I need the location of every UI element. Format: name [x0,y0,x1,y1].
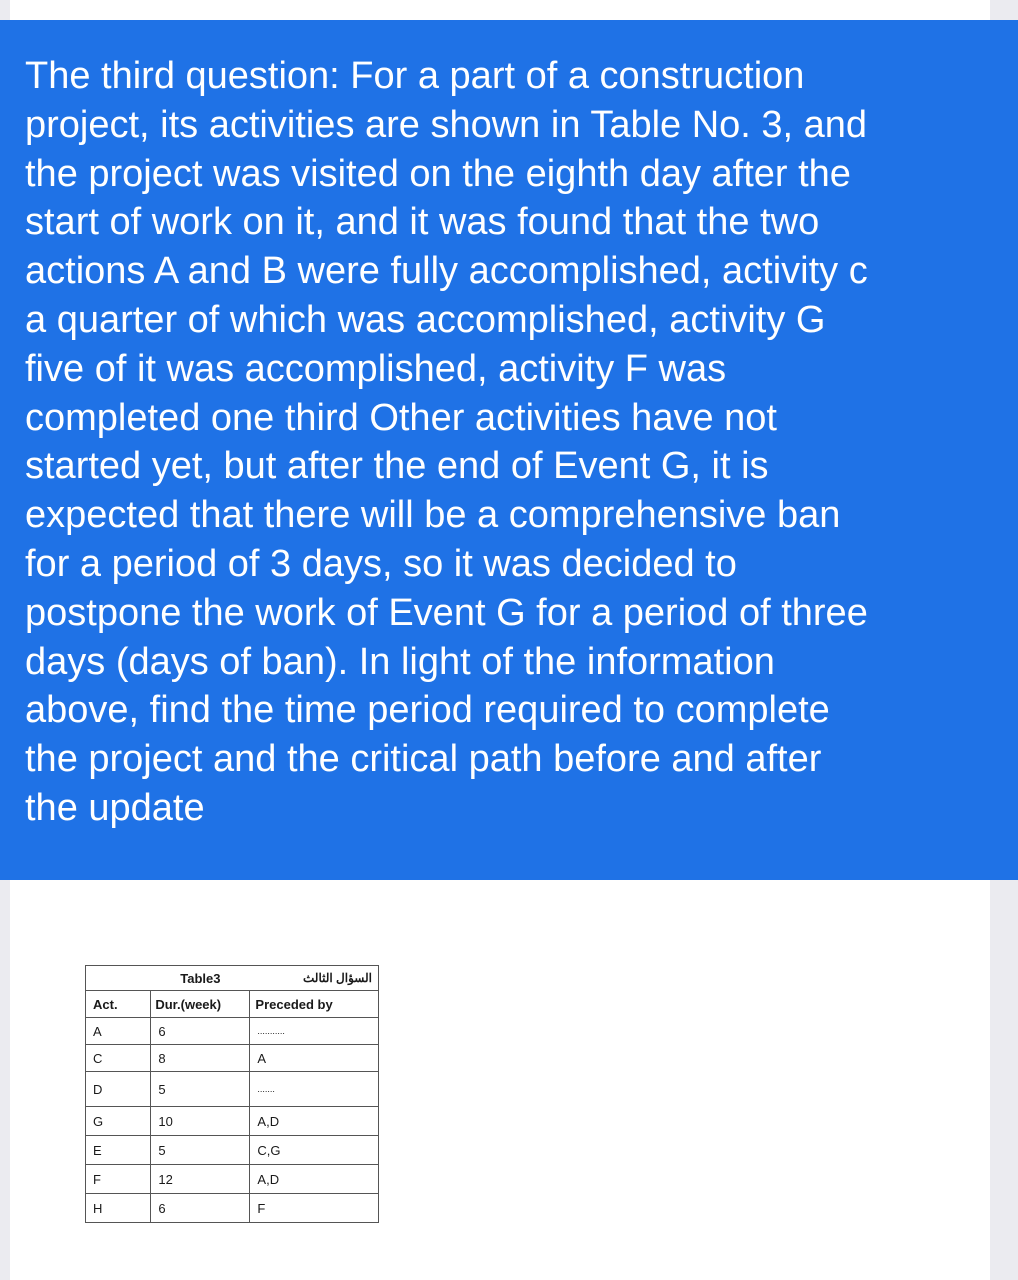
activity-table [85,965,379,1223]
header-activity: Act. [86,991,151,1018]
table-image [85,965,379,1223]
cell-preceded-by: ........... [250,1018,379,1045]
table-row [86,1018,379,1045]
table-arabic-title: السؤال الثالث [250,966,379,991]
cell-duration: 5 [151,1136,250,1165]
cell-duration: 12 [151,1165,250,1194]
header-duration: Dur.(week) [151,991,250,1018]
table-title: Table3 [151,966,250,991]
cell-activity: G [86,1107,151,1136]
cell-duration: 8 [151,1045,250,1072]
cell-activity: D [86,1072,151,1107]
question-text: The third question: For a part of a construction project, its activities are shown in Table No. 3, and the project was visited on the eighth day after the start of work on it, and it was found that the two actions A and B were fully accomplished, activity c a quarter of which was accomplished, activity G five of it was accomplished, activity F was completed one third Other activities have not started yet, but after the end of Event G, it is expected that there will be a comprehensive ban for a period of 3 days, so it was decided to postpone the work of Event G for a period of three days (days of ban). In light of the information above, find the time period required to complete the project and the critical path before and after the update [25,55,868,829]
table-caption-row [86,966,379,991]
table-header-row [86,991,379,1018]
cell-preceded-by: A [250,1045,379,1072]
header-preceded-by: Preceded by [250,991,379,1018]
cell-duration: 6 [151,1018,250,1045]
cell-activity: C [86,1045,151,1072]
table-row [86,1045,379,1072]
top-strip [0,0,1018,20]
cell-activity: A [86,1018,151,1045]
cell-activity: F [86,1165,151,1194]
cell-duration: 6 [151,1194,250,1223]
cell-activity: E [86,1136,151,1165]
table-row [86,1165,379,1194]
cell-preceded-by: F [250,1194,379,1223]
table-row [86,1194,379,1223]
caption-empty-cell [86,966,151,991]
table-row [86,1072,379,1107]
cell-duration: 10 [151,1107,250,1136]
top-panel-edge [10,0,990,20]
cell-preceded-by: A,D [250,1107,379,1136]
cell-preceded-by: A,D [250,1165,379,1194]
cell-duration: 5 [151,1072,250,1107]
cell-preceded-by: ....... [250,1072,379,1107]
table-row [86,1107,379,1136]
cell-activity: H [86,1194,151,1223]
cell-preceded-by: C,G [250,1136,379,1165]
table-row [86,1136,379,1165]
